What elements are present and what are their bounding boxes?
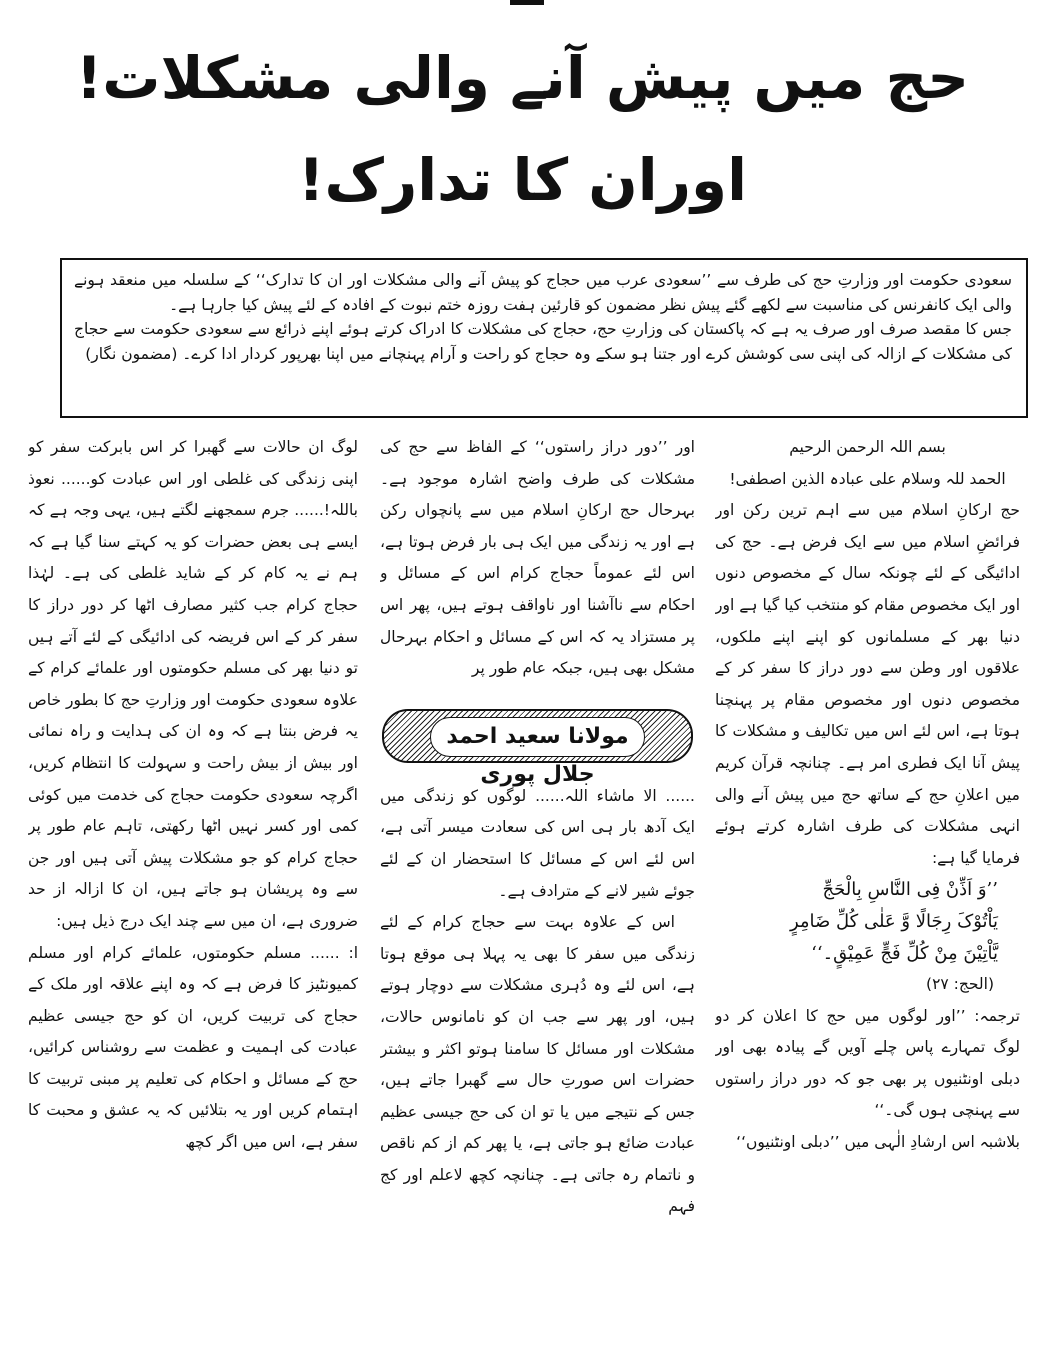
body-paragraph: ا: ...... مسلم حکومتوں، علمائے کرام اور مسلم کمیونٹیز کا فرض ہے کہ وہ اپنے علاقہ اور ملک کے حجاج کی تربیت کریں، ان کو حج جیسی عظیم عبادت کی اہمیت و عظمت سے روشناس کرائیں، حج کے مسائل و احکام کی تعلیم پر مبنی تربیت کا اہتمام کریں اور یہ بتلائیں کہ یہ عشق و محبت کا سفر ہے، اس میں اگر کچھ [28,943,358,1152]
basmala: بسم اللہ الرحمن الرحیم [789,438,946,456]
body-paragraph: لوگ ان حالات سے گھبرا کر اس بابرکت سفر کو اپنی زندگی کی غلطی اور اس عبادت کو...... نعوذ باللہ!...... جرم سمجھنے لگتے ہیں، یہی وجہ ہے کہ ایسے ہی بعض حضرات کو یہ کہتے سنا گیا ہے کہ ہم نے یہ کام کر کے شاید غلطی کی ہے۔ لہٰذا حجاج کرام جب کثیر مصارف اٹھا کر دور دراز کا سفر کر کے اس فریضہ کی ادائیگی کے لئے آتے ہیں تو دنیا بھر کی مسلم حکومتوں اور علمائے کرام کے علاوہ سعودی حکومت اور وزارتِ حج کا بطور خاص یہ فرض بنتا ہے کہ وہ ان کی ہدایت و راہ نمائی اور بیش از بیش راحت و سہولت کا انتظام کریں، اگرچہ سعودی حکومت حجاج کی خدمت میں کوئی کمی اور کسر نہیں اٹھا رکھتی، تاہم عام طور پر حجاج کرام کو جو مشکلات پیش آتی ہیں اور جن سے وہ پریشان ہو جاتے ہیں، ان کا ازالہ از حد ضروری ہے، ان میں سے چند ایک درج ذیل ہیں: [28,438,358,930]
intro-paragraph: جس کا مقصد صرف اور صرف یہ ہے کہ پاکستان کی وزارتِ حج، حجاج کی مشکلات کا ادراک کرتے ہوئے اپنے ذرائع سے سعودی حکومت سے حجاج کی مشکلات کے ازالہ کی اپنی سی کوشش کرے اور جتنا ہو سکے وہ حجاج کو راحت و آرام پہنچانے میں اپنا بھرپور کردار ادا کرے۔ (مضمون نگار) [74,320,1012,363]
quran-verse-line: یَّاْتِیْنَ مِنْ کُلِّ فَجٍّ عَمِیْقٍ۔‘‘ [811,942,998,964]
body-paragraph: اور ’’دور دراز راستوں‘‘ کے الفاظ سے حج کی مشکلات کی طرف واضح اشارہ موجود ہے۔ بہرحال حج ارکانِ اسلام میں سے پانچواں رکن ہے اور یہ زندگی میں ایک ہی بار فرض ہوتا ہے، اس لئے عموماً حجاج کرام اس کے مسائل و احکام سے ناآشنا اور ناواقف ہوتے ہیں، پھر اس پر مستزاد یہ کہ اس کے مسائل و احکام بہرحال مشکل بھی ہیں، جبکہ عام طور پر [380,438,695,678]
column-left [28,432,358,1362]
top-ornament [510,0,544,5]
headline-line-2: اوران کا تدارک! [298,146,747,214]
column-middle [380,432,695,1362]
intro-box [60,258,1028,418]
hamd-line: الحمد للہ وسلام علی عبادہ الذین اصطفی! [729,469,1006,488]
body-paragraph: حج ارکانِ اسلام میں سے اہم ترین رکن اور فرائضِ اسلام میں سے ایک فرض ہے۔ حج کی ادائیگی کے لئے چونکہ سال کے مخصوص دنوں اور ایک مخصوص مقام کو منتخب کیا گیا ہے اور دنیا بھر کے مسلمانوں کو اپنے اپنے ملکوں، علاقوں اور وطن سے دور دراز کا سفر کر کے مخصوص دنوں اور مخصوص مقام پر پہنچنا ہوتا ہے، اس لئے اس میں تکالیف و مشکلات کا پیش آنا ایک فطری امر ہے۔ چنانچہ قرآن کریم میں اعلانِ حج کے ساتھ حج میں پیش آنے والی انہی مشکلات کی طرف اشارہ کرتے ہوئے فرمایا گیا ہے: [715,501,1020,867]
verse-reference: (الحج: ۲۷) [926,975,994,994]
translation-paragraph: ترجمہ: ’’اور لوگوں میں حج کا اعلان کر دو لوگ تمہارے پاس چلے آویں گے پیادہ بھی اور دبلی اونٹنیوں پر بھی جو کہ دور دراز راستوں سے پہنچی ہوں گی۔‘‘ [715,1006,1020,1120]
quran-verse-line: یَاْتُوْکَ رِجَالًا وَّ عَلٰی کُلِّ ضَامِرٍ [789,910,998,932]
byline-container [380,685,695,787]
column-right [715,432,1020,1362]
byline-frame [382,709,693,787]
author-byline: مولانا سعید احمد جلال پوری [430,717,645,757]
body-paragraph: بلاشبہ اس ارشادِ الٰہی میں ’’دبلی اونٹنیوں‘‘ [736,1133,1020,1152]
quran-verse-line: ’’وَ اَذِّنْ فِی النَّاسِ بِالْحَجِّ [822,879,998,901]
body-paragraph: ...... الا ماشاء اللہ...... لوگوں کو زندگی میں ایک آدھ بار ہی اس کی سعادت میسر آتی ہے، اس لئے اس کے مسائل کا استحضار ان کے لئے جوئے شیر لانے کے مترادف ہے۔ [380,786,695,900]
body-paragraph: اس کے علاوہ بہت سے حجاج کرام کے لئے زندگی میں سفر کا بھی یہ پہلا ہی موقع ہوتا ہے، اس لئے وہ دُہری مشکلات سے دوچار ہوتے ہیں، اور پھر سے جب ان کو نامانوس حالات، مشکلات اور مسائل کا سامنا ہوتو اکثر و بیشتر حضرات اس صورتِ حال سے گھبرا جاتے ہیں، جس کے نتیجے میں یا تو ان کی حج جیسی عظیم عبادت ضائع ہو جاتی ہے، یا پھر کم از کم ناقص و ناتمام رہ جاتی ہے۔ چنانچہ کچھ لاعلم اور کج فہم [380,913,695,1216]
headline-line-1: حج میں پیش آنے والی مشکلات! [75,44,970,112]
intro-paragraph: سعودی حکومت اور وزارتِ حج کی طرف سے ’’سعودی عرب میں حجاج کو پیش آنے والی مشکلات اور ان کا تدارک‘‘ کے سلسلہ میں منعقد ہونے والی ایک کانفرنس کی مناسبت سے لکھے گئے پیش نظر مضمون کو قارئین ہفت روزہ ختم نبوت کے افادہ کے لئے پیش کیا جارہا ہے۔ [74,271,1012,314]
